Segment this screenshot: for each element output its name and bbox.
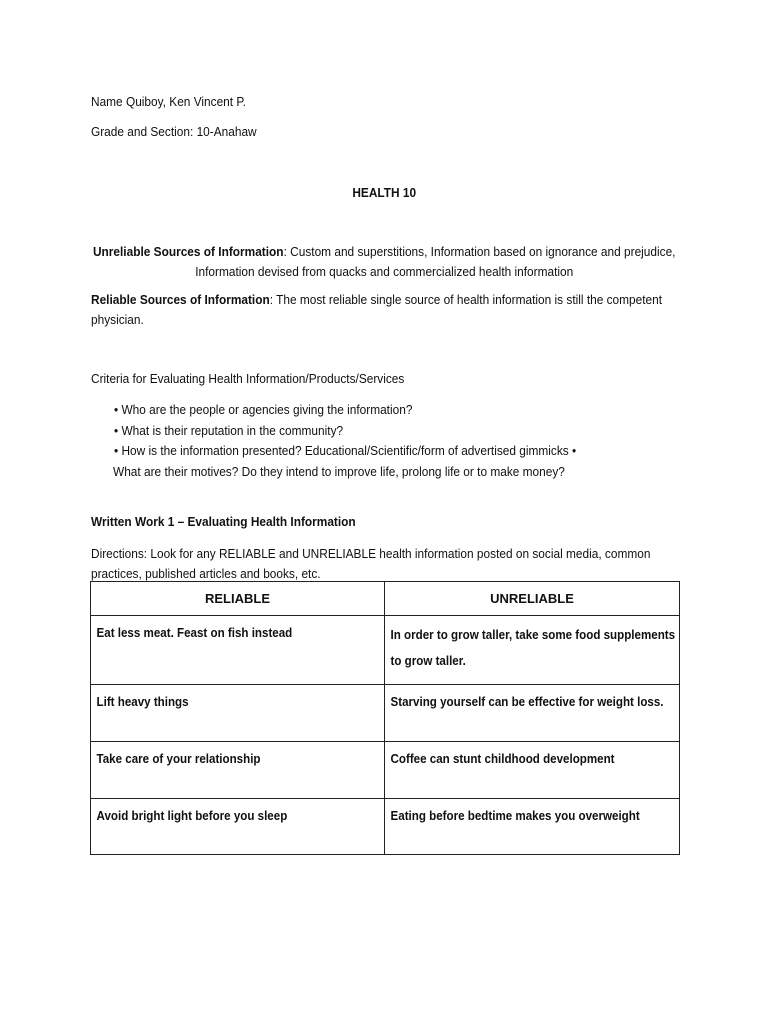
table-row	[91, 685, 680, 742]
reliable-cell	[91, 799, 385, 855]
criteria-item: • Who are the people or agencies giving the information?	[114, 402, 413, 417]
criteria-item: • How is the information presented? Educational/Scientific/form of advertised gimmicks •	[114, 443, 577, 458]
directions-text: Directions: Look for any RELIABLE and UNRELIABLE health information posted on social media, common practices, published articles and books, etc.	[91, 546, 651, 581]
reliable-sources-label: Reliable Sources of Information	[91, 292, 270, 307]
table-row	[91, 799, 680, 855]
reliable-sources-text: : The most reliable single source of health information is still the competent physician.	[91, 292, 663, 327]
grade-section: Grade and Section: 10-Anahaw	[91, 124, 257, 139]
unreliable-sources-label: Unreliable Sources of Information	[92, 244, 284, 259]
unreliable-cell-text: Starving yourself can be effective for weight loss.	[390, 695, 664, 709]
table-row	[91, 616, 680, 685]
unreliable-sources-content	[91, 242, 676, 282]
evaluation-table	[90, 581, 680, 855]
student-name: Name Quiboy, Ken Vincent P.	[91, 94, 247, 109]
reliable-cell	[91, 616, 385, 685]
directions-paragraph	[91, 544, 691, 584]
header-unreliable: UNRELIABLE	[385, 582, 680, 616]
unreliable-cell	[385, 742, 680, 799]
table-row	[91, 742, 680, 799]
reliable-cell-text: Lift heavy things	[96, 695, 189, 709]
table-header-row	[91, 582, 680, 616]
reliable-sources-content	[91, 290, 690, 330]
unreliable-cell-text: In order to grow taller, take some food supplements to grow taller.	[390, 628, 676, 668]
document-title-text: HEALTH 10	[352, 185, 416, 200]
criteria-list	[114, 400, 674, 482]
written-work-title: Written Work 1 – Evaluating Health Information	[91, 514, 356, 529]
reliable-cell	[91, 685, 385, 742]
reliable-cell	[91, 742, 385, 799]
unreliable-cell	[385, 799, 680, 855]
reliable-cell-text: Take care of your relationship	[96, 752, 261, 766]
reliable-sources-paragraph	[91, 290, 691, 330]
unreliable-cell	[385, 685, 680, 742]
unreliable-cell-text: Coffee can stunt childhood development	[390, 752, 615, 766]
reliable-cell-text: Eat less meat. Feast on fish instead	[96, 626, 293, 640]
unreliable-sources-text: : Custom and superstitions, Information based on ignorance and prejudice, Information devised from quacks and commercialized health information	[195, 244, 676, 279]
unreliable-cell	[385, 616, 680, 685]
document-title	[91, 183, 677, 203]
criteria-item: • What is their reputation in the community?	[114, 422, 344, 438]
unreliable-sources-paragraph	[91, 242, 677, 282]
reliable-cell-text: Avoid bright light before you sleep	[96, 809, 288, 823]
criteria-heading: Criteria for Evaluating Health Information/Products/Services	[91, 371, 405, 386]
header-reliable: RELIABLE	[91, 582, 385, 616]
criteria-item: What are their motives? Do they intend to improve life, prolong life or to make money?	[113, 463, 565, 479]
unreliable-cell-text: Eating before bedtime makes you overweight	[390, 809, 640, 823]
